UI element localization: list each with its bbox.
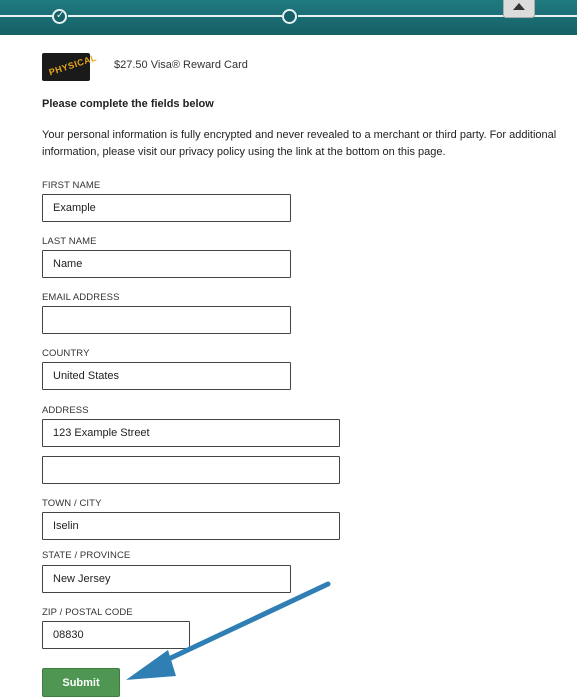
check-icon: ✓: [56, 10, 65, 21]
last-name-input[interactable]: [42, 250, 291, 278]
address-label: ADDRESS: [42, 405, 89, 416]
step-current-indicator: [282, 9, 297, 24]
first-name-input[interactable]: [42, 194, 291, 222]
step-completed-indicator: [52, 9, 67, 24]
state-label: STATE / PROVINCE: [42, 550, 131, 561]
last-name-label: LAST NAME: [42, 236, 97, 247]
collapse-button[interactable]: [503, 0, 535, 18]
reward-card-image: [42, 52, 98, 81]
progress-line: [68, 15, 282, 17]
email-input[interactable]: [42, 306, 291, 334]
town-label: TOWN / CITY: [42, 498, 102, 509]
submit-button[interactable]: Submit: [42, 668, 120, 697]
zip-label: ZIP / POSTAL CODE: [42, 607, 133, 618]
country-input[interactable]: [42, 362, 291, 390]
progress-line: [298, 15, 577, 17]
email-label: EMAIL ADDRESS: [42, 292, 120, 303]
address-line1-input[interactable]: [42, 419, 340, 447]
country-label: COUNTRY: [42, 348, 90, 359]
card-stamp: PHYSICAL: [47, 52, 98, 78]
address-line2-input[interactable]: [42, 456, 340, 484]
progress-header: [0, 0, 577, 35]
pointer-arrow-icon: [120, 578, 335, 688]
arrow-shaft: [158, 584, 328, 664]
privacy-info: Your personal information is fully encrypted and never revealed to a merchant or third party. For additional information, please visit our privacy policy using the link at the bottom on this page.: [42, 129, 557, 158]
town-input[interactable]: [42, 512, 340, 540]
progress-line: [0, 15, 52, 17]
reward-card-title: $27.50 Visa® Reward Card: [114, 59, 248, 71]
arrow-head: [126, 650, 176, 680]
first-name-label: FIRST NAME: [42, 180, 101, 191]
form-heading: Please complete the fields below: [42, 98, 214, 110]
chevron-up-icon: [513, 3, 525, 10]
